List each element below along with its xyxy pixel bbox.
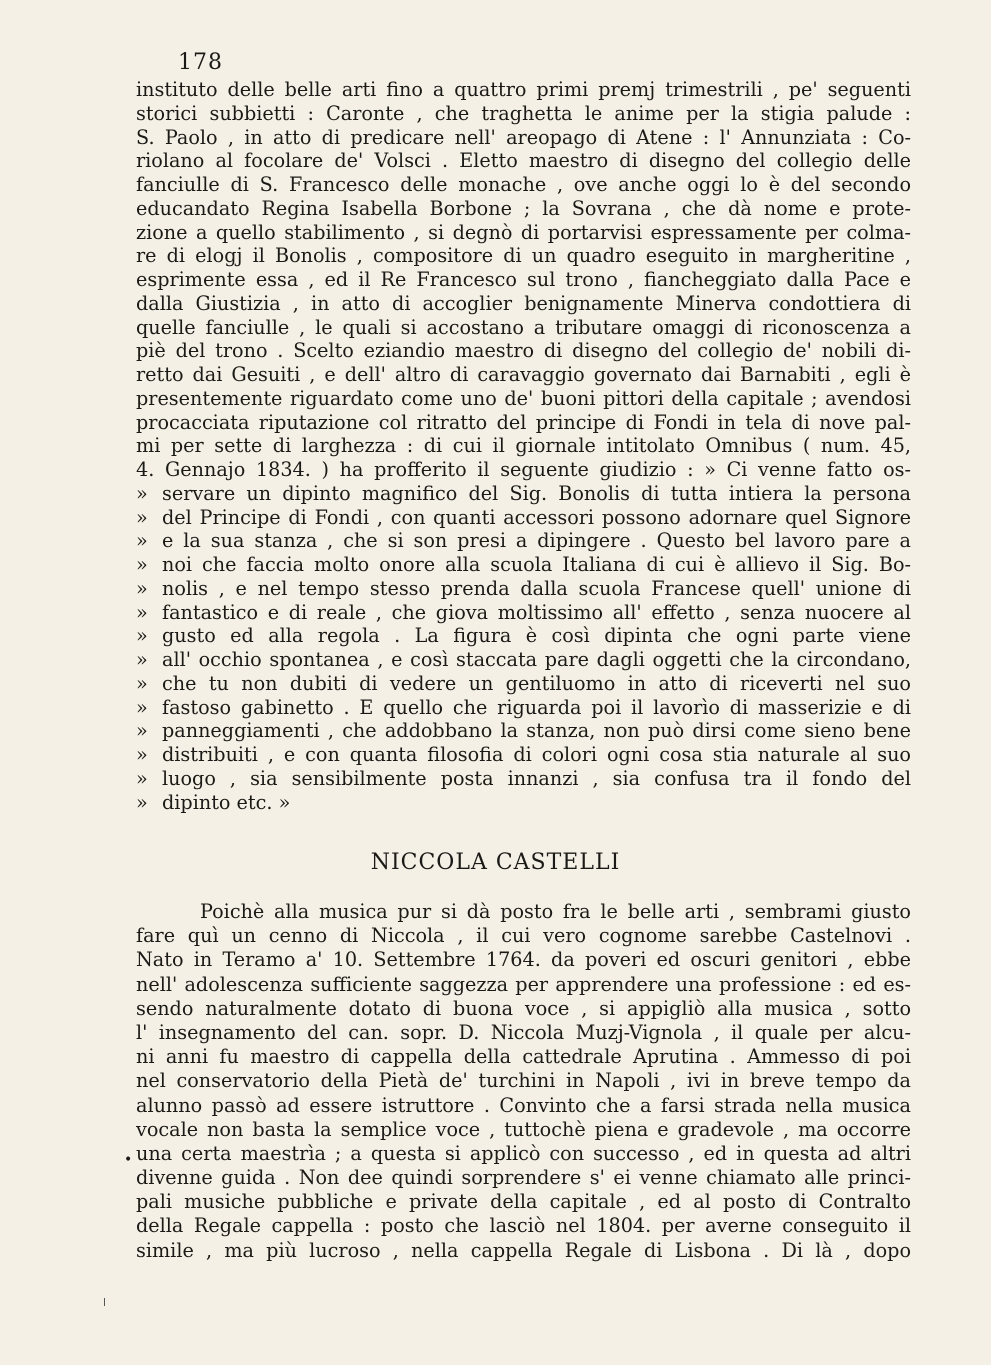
text-line: fanciulle di S. Francesco delle monache , ove anche oggi lo è del secondo (136, 173, 911, 196)
text-line: mi per sette di larghezza : di cui il giornale intitolato Omnibus ( num. 45, (136, 434, 911, 458)
quote-line: » fastoso gabinetto . E quello che riguarda poi il lavorìo di masserizie e di (136, 695, 911, 719)
text-line: l' insegnamento del can. sopr. D. Niccola Muzj-Vignola , il quale per alcu- (136, 1020, 911, 1044)
quote-line: » servare un dipinto magnifico del Sig. Bonolis di tutta intiera la persona (136, 481, 911, 505)
text-block-bottom (136, 900, 911, 1263)
quote-line: » nolis , e nel tempo stesso prenda dalla scuola Francese quell' unione di (136, 576, 911, 600)
quote-mark: » (136, 600, 148, 624)
quote-mark: » (136, 766, 148, 790)
text-line: zione a quello stabilimento , si degnò di portarvisi espressamente per colma- (136, 220, 911, 244)
quote-line: » noi che faccia molto onore alla scuola Italiana di cui è allievo il Sig. Bo- (136, 553, 911, 576)
text-line: Poichè alla musica pur si dà posto fra le belle arti , sembrami giusto (200, 900, 911, 923)
quote-line: » e la sua stanza , che si son presi a dipingere . Questo bel lavoro pare a (136, 529, 911, 553)
text-line: una certa maestrìa ; a questa si applicò con successo , ed in questa ad altri (136, 1141, 911, 1165)
quote-mark: » (136, 695, 148, 719)
text-line: S. Paolo , in atto di predicare nell' areopago di Atene : l' Annunziata : Co- (136, 125, 911, 149)
text-line: simile , ma più lucroso , nella cappella Regale di Lisbona . Di là , dopo (136, 1238, 911, 1262)
text-line: presentemente riguardato come uno de' buoni pittori della capitale ; avendosi (136, 386, 911, 410)
quote-mark: » (136, 671, 148, 695)
text-line: 4. Gennajo 1834. ) ha profferito il seguente giudizio : » Ci venne fatto os- (136, 458, 911, 481)
text-line: esprimente essa , ed il Re Francesco sul trono , fiancheggiato dalla Pace e (136, 268, 911, 291)
text-line: educandato Regina Isabella Borbone ; la Sovrana , che dà nome e prote- (136, 196, 911, 220)
text-line: Nato in Teramo a' 10. Settembre 1764. da poveri ed oscuri genitori , ebbe (136, 948, 911, 972)
quote-line: » del Principe di Fondi , con quanti accessori possono adornare quel Signore (136, 505, 911, 529)
quote-mark: » (136, 624, 148, 648)
quote-line: » panneggiamenti , che addobbano la stanza, non può dirsi come sieno bene (136, 719, 911, 743)
text-line: sendo naturalmente dotato di buona voce , si appigliò alla musica , sotto (136, 996, 911, 1020)
text-line: nell' adolescenza sufficiente saggezza per apprendere una professione : ed es- (136, 972, 911, 996)
page-number: 178 (178, 50, 223, 75)
quote-line: » fantastico e di reale , che giova moltissimo all' effetto , senza nuocere al (136, 600, 911, 624)
text-line: storici subbietti : Caronte , che traghetta le anime per la stigia palude : (136, 101, 911, 125)
text-line: instituto delle belle arti fino a quattro primi premj trimestrili , pe' seguenti (136, 78, 911, 101)
section-heading: NICCOLA CASTELLI (370, 850, 621, 875)
text-block-top (136, 78, 911, 814)
text-line: quelle fanciulle , le quali si accostano a tributare omaggi di riconoscenza a (136, 315, 911, 339)
quote-mark: » (136, 790, 148, 814)
text-line: piè del trono . Scelto eziandio maestro di disegno del collegio de' nobili di- (136, 339, 911, 363)
text-line: riolano al focolare de' Volsci . Eletto maestro di disegno del collegio delle (136, 149, 911, 173)
text-line: retto dai Gesuiti , e dell' altro di caravaggio governato dai Barnabiti , egli è (136, 363, 911, 386)
text-line: nel conservatorio della Pietà de' turchini in Napoli , ivi in breve tempo da (136, 1069, 911, 1093)
bullet-mark: • (124, 1152, 133, 1168)
quote-mark: » (136, 553, 148, 576)
text-line: procacciata riputazione col ritratto del principe di Fondi in tela di nove pal- (136, 410, 911, 434)
text-line: re di elogj il Bonolis , compositore di un quadro eseguito in margheritine , (136, 244, 911, 268)
text-line: divenne guida . Non dee quindi sorprendere s' ei venne chiamato alle princi- (136, 1166, 911, 1190)
text-line: dalla Giustizia , in atto di accoglier benignamente Minerva condottiera di (136, 291, 911, 315)
quote-line: » distribuiti , e con quanta filosofia di colori ogni cosa stia naturale al suo (136, 743, 911, 766)
text-line: fare quì un cenno di Niccola , il cui vero cognome sarebbe Castelnovi . (136, 924, 911, 948)
quote-mark: » (136, 719, 148, 743)
quote-mark: » (136, 743, 148, 766)
margin-mark (104, 1298, 105, 1306)
quote-line: » luogo , sia sensibilmente posta innanzi , sia confusa tra il fondo del (136, 766, 911, 790)
text-line: vocale non basta la semplice voce , tuttochè piena e gradevole , ma occorre (136, 1117, 911, 1141)
text-line: pali musiche pubbliche e private della capitale , ed al posto di Contralto (136, 1190, 911, 1214)
text-line: della Regale cappella : posto che lasciò nel 1804. per averne conseguito il (136, 1214, 911, 1238)
quote-mark: » (136, 576, 148, 600)
quote-line: » gusto ed alla regola . La figura è così dipinta che ogni parte viene (136, 624, 911, 648)
quote-mark: » (136, 505, 148, 529)
quote-line: » all' occhio spontanea , e così staccata pare dagli oggetti che la circondano, (136, 648, 911, 671)
quote-mark: » (136, 481, 148, 505)
text-line: alunno passò ad essere istruttore . Convinto che a farsi strada nella musica (136, 1093, 911, 1117)
quote-line: » che tu non dubiti di vedere un gentiluomo in atto di riceverti nel suo (136, 671, 911, 695)
text-line: ni anni fu maestro di cappella della cattedrale Aprutina . Ammesso di poi (136, 1045, 911, 1069)
quote-mark: » (136, 529, 148, 553)
quote-mark: » (136, 648, 148, 671)
quote-line: » dipinto etc. » (136, 790, 291, 814)
